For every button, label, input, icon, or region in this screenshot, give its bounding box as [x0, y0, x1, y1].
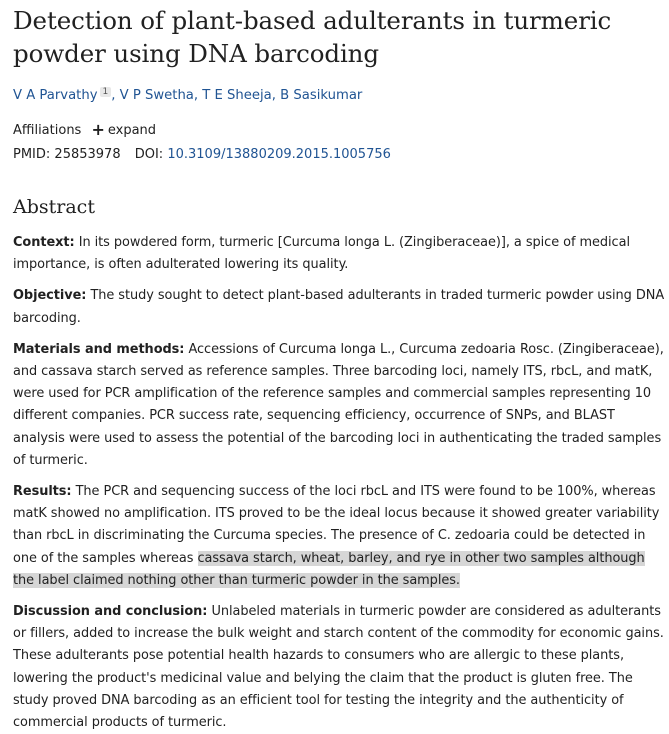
- plus-icon: +: [91, 120, 105, 139]
- abstract-context: [13, 232, 665, 276]
- section-label: Context:: [13, 235, 75, 250]
- affiliation-number[interactable]: 1: [100, 87, 112, 97]
- section-text: In its powdered form, turmeric [Curcuma longa L. (Zingiberaceae)], a spice of medical importance, is often adulterated lowering its quality.: [13, 235, 630, 273]
- pmid-value: 25853978: [54, 147, 121, 162]
- section-text: The study sought to detect plant-based adulterants in traded turmeric powder using DNA barcoding.: [13, 288, 665, 326]
- section-text: Unlabeled materials in turmeric powder are considered as adulterants or fillers, added to increase the bulk weight and starch content of the commodity for economic gains. These adulterants pose potential health hazards to consumers who are allergic to these plants, lowering the product's medicinal value and belying the claim that the product is gluten free. The study proved DNA barcoding as an efficient tool for testing the integrity and the authenticity of commercial products of turmeric.: [13, 604, 664, 731]
- identifiers-row: [13, 145, 665, 165]
- authors-list: V A Parvathy $^1$ , V P Swetha, T E Sheeja, B Sasikumar: [13, 87, 363, 103]
- selected-text[interactable]: cassava starch, wheat, barley, and rye in other two samples although the label claimed nothing other than turmeric powder in the samples.: [13, 550, 645, 588]
- section-text: The PCR and sequencing success of the loci rbcL and ITS were found to be 100%, whereas matK showed no amplification. ITS proved to be the ideal locus because it showed greater variability than rbcL in discriminating the Curcuma species. The presence of C. zedoaria could be detected in one of the samples whereas: [13, 484, 660, 566]
- section-label: Objective:: [13, 288, 87, 304]
- article-page: [13, 0, 665, 734]
- author-link[interactable]: B Sasikumar: [280, 88, 363, 103]
- section-label: Discussion and conclusion:: [13, 604, 208, 620]
- section-label: Materials and methods:: [13, 341, 185, 357]
- abstract-conclusion: [13, 601, 665, 734]
- affiliations-label: Affiliations: [13, 123, 82, 138]
- section-label: Results:: [13, 484, 72, 500]
- author-link[interactable]: V A Parvathy: [13, 88, 98, 103]
- abstract-methods: [13, 339, 665, 472]
- doi-link[interactable]: 10.3109/13880209.2015.1005756: [167, 147, 391, 162]
- author-link[interactable]: T E Sheeja: [202, 88, 272, 103]
- abstract-results: [13, 481, 665, 592]
- expand-affiliations-button[interactable]: [91, 120, 157, 139]
- author-link[interactable]: V P Swetha: [119, 88, 194, 103]
- pmid-label: PMID:: [13, 147, 51, 162]
- section-text: Accessions of Curcuma longa L., Curcuma zedoaria Rosc. (Zingiberaceae), and cassava starch served as reference samples. Three barcoding loci, namely ITS, rbcL, and matK, were used for PCR amplification of the reference samples and commercial samples representing 10 different companies. PCR success rate, sequencing efficiency, occurrence of SNPs, and BLAST analysis were used to assess the potential of the barcoding loci in authenticating the traded samples of turmeric.: [13, 341, 664, 468]
- abstract-heading: Abstract: [13, 196, 95, 218]
- article-title: Detection of plant-based adulterants in turmeric powder using DNA barcoding: [13, 6, 612, 68]
- doi-label: DOI:: [134, 147, 164, 162]
- affiliations-row: [13, 119, 665, 141]
- abstract-objective: [13, 285, 665, 329]
- expand-label: expand: [107, 123, 157, 138]
